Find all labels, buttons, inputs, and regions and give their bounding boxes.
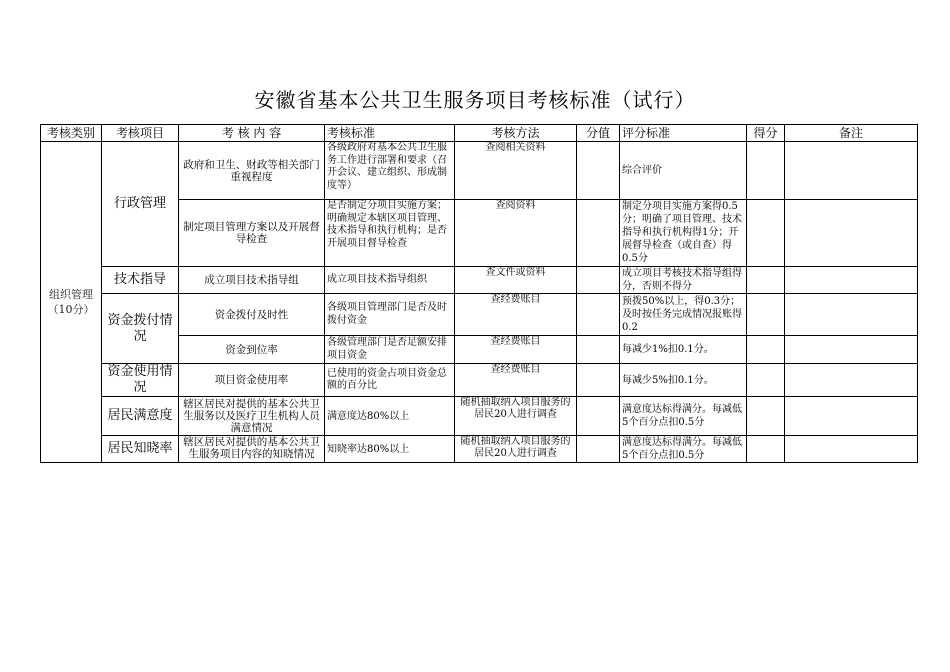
header-score: 得分 [747, 125, 785, 142]
score-rule-cell: 制定分项目实施方案得0.5分；明确了项目管理、技术指导和执行机构得1分；开展督导检查（或自查）得0.5分 [620, 200, 747, 267]
score-rule-cell: 预拨50%以上，得0.3分；及时按任务完成情况报账得0.2 [620, 294, 747, 336]
item-fund-alloc: 资金拨付情况 [102, 294, 179, 364]
score-cell [747, 200, 785, 267]
category-points: （10分） [47, 303, 95, 316]
score-cell [747, 267, 785, 294]
standard-cell: 是否制定分项目实施方案；明确规定本辖区项目管理、技术指导和执行机构；是否开展项目督导检查 [325, 200, 455, 267]
content-cell: 资金拨付及时性 [179, 294, 325, 336]
points-cell [577, 397, 620, 436]
method-cell: 查阅资料 [455, 200, 577, 267]
points-cell [577, 294, 620, 336]
item-awareness: 居民知晓率 [102, 436, 179, 463]
item-tech: 技术指导 [102, 267, 179, 294]
standard-cell: 各级政府对基本公共卫生服务工作进行部署和要求（召开会议、建立组织、形成制度等） [325, 142, 455, 200]
standard-cell: 成立项目技术指导组织 [325, 267, 455, 294]
method-cell: 查经费账目 [455, 294, 577, 336]
score-rule-cell: 满意度达标得满分。每减低5个百分点扣0.5分 [620, 436, 747, 463]
table-row [41, 436, 918, 463]
points-cell [577, 200, 620, 267]
score-rule-cell: 综合评价 [620, 142, 747, 200]
standard-cell: 满意度达80%以上 [325, 397, 455, 436]
table-row [41, 142, 918, 200]
item-fund-use: 资金使用情况 [102, 364, 179, 397]
method-cell: 查文件或资料 [455, 267, 577, 294]
score-cell [747, 336, 785, 364]
score-rule-cell: 每减少5%扣0.1分。 [620, 364, 747, 397]
remark-cell [785, 364, 918, 397]
header-points: 分值 [577, 125, 620, 142]
remark-cell [785, 436, 918, 463]
category-name: 组织管理 [49, 288, 93, 301]
score-rule-cell: 每减少1%扣0.1分。 [620, 336, 747, 364]
remark-cell [785, 336, 918, 364]
content-cell: 辖区居民对提供的基本公共卫生服务项目内容的知晓情况 [179, 436, 325, 463]
method-cell: 随机抽取纳入项目服务的居民20人进行调查 [455, 436, 577, 463]
content-cell: 制定项目管理方案以及开展督导检查 [179, 200, 325, 267]
remark-cell [785, 142, 918, 200]
document-title: 安徽省基本公共卫生服务项目考核标准（试行） [254, 88, 696, 112]
item-satisfaction: 居民满意度 [102, 397, 179, 436]
content-cell: 政府和卫生、财政等相关部门重视程度 [179, 142, 325, 200]
score-cell [747, 364, 785, 397]
remark-cell [785, 397, 918, 436]
points-cell [577, 267, 620, 294]
score-cell [747, 294, 785, 336]
score-rule-cell: 满意度达标得满分。每减低5个百分点扣0.5分 [620, 397, 747, 436]
method-cell: 查经费账目 [455, 364, 577, 397]
score-cell [747, 397, 785, 436]
points-cell [577, 364, 620, 397]
method-cell: 随机抽取纳入项目服务的居民20人进行调查 [455, 397, 577, 436]
remark-cell [785, 294, 918, 336]
score-cell [747, 436, 785, 463]
standard-cell: 各级项目管理部门是否及时拨付资金 [325, 294, 455, 336]
header-item: 考核项目 [102, 125, 179, 142]
header-standard: 考核标准 [325, 125, 455, 142]
category-cell [41, 142, 102, 463]
content-cell: 成立项目技术指导组 [179, 267, 325, 294]
assessment-table [40, 124, 918, 463]
header-method: 考核方法 [455, 125, 577, 142]
score-rule-cell: 成立项目考核技术指导组得分，否则不得分 [620, 267, 747, 294]
header-content: 考 核 内 容 [179, 125, 325, 142]
points-cell [577, 336, 620, 364]
content-cell: 资金到位率 [179, 336, 325, 364]
standard-cell: 知晓率达80%以上 [325, 436, 455, 463]
table-row [41, 397, 918, 436]
table-row [41, 364, 918, 397]
score-cell [747, 142, 785, 200]
points-cell [577, 436, 620, 463]
table-row [41, 267, 918, 294]
remark-cell [785, 200, 918, 267]
header-remark: 备注 [785, 125, 918, 142]
remark-cell [785, 267, 918, 294]
header-category: 考核类别 [41, 125, 102, 142]
points-cell [577, 142, 620, 200]
standard-cell: 各级管理部门是否足额安排项目资金 [325, 336, 455, 364]
method-cell: 查阅相关资料 [455, 142, 577, 200]
method-cell: 查经费账目 [455, 336, 577, 364]
table-row [41, 294, 918, 336]
header-row [41, 125, 918, 142]
header-score-rule: 评分标准 [620, 125, 747, 142]
content-cell: 项目资金使用率 [179, 364, 325, 397]
standard-cell: 已使用的资金占项目资金总额的百分比 [325, 364, 455, 397]
item-admin: 行政管理 [102, 142, 179, 267]
content-cell: 辖区居民对提供的基本公共卫生服务以及医疗卫生机构人员满意情况 [179, 397, 325, 436]
